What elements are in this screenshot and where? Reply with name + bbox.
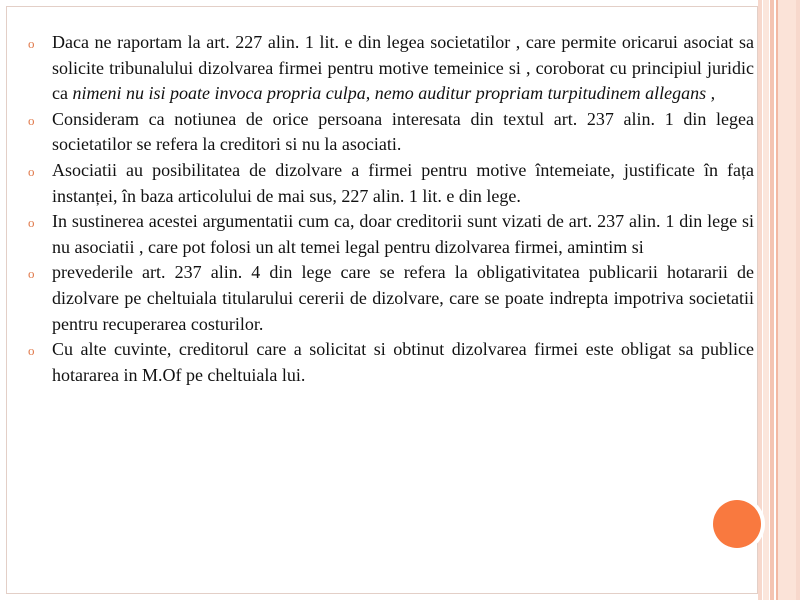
list-item bbox=[28, 337, 754, 388]
slide-content bbox=[28, 30, 754, 388]
bullet-icon: o bbox=[28, 266, 35, 282]
item-text: In sustinerea acestei argumentatii cum ca, doar creditorii sunt vizati de art. 237 alin. 1 din lege si nu asociatii , care pot folosi un alt temei legal pentru dizolvarea firmei, amintim si bbox=[52, 211, 754, 257]
bullet-icon: o bbox=[28, 343, 35, 359]
list-item bbox=[28, 209, 754, 260]
item-italic-text: nimeni nu isi poate invoca propria culpa, nemo auditur propriam turpitudinem allegans , bbox=[72, 83, 716, 104]
bullet-icon: o bbox=[28, 163, 35, 179]
decorative-orange-circle bbox=[713, 500, 761, 548]
list-item bbox=[28, 107, 754, 158]
bullet-icon: o bbox=[28, 215, 35, 231]
list-item bbox=[28, 30, 754, 107]
item-text: Asociatii au posibilitatea de dizolvare a firmei pentru motive întemeiate, justificate în fața instanței, în baza articolului de mai sus, 227 alin. 1 lit. e din lege. bbox=[52, 159, 754, 206]
decorative-stripe bbox=[796, 0, 800, 600]
bullet-icon: o bbox=[28, 112, 35, 128]
item-text: Consideram ca notiunea de orice persoana interesata din textul art. 237 alin. 1 din legea societatilor se refera la creditori si nu la asociati. bbox=[52, 108, 754, 155]
decorative-stripe bbox=[776, 0, 798, 600]
bullet-list bbox=[28, 30, 754, 388]
item-text: Cu alte cuvinte, creditorul care a solicitat si obtinut dizolvarea firmei este obligat sa publice hotararea in M.Of pe cheltuiala lui. bbox=[52, 339, 754, 385]
bullet-icon: o bbox=[28, 36, 35, 51]
decorative-stripe bbox=[770, 0, 774, 600]
item-text: prevederile art. 237 alin. 4 din lege care se refera la obligativitatea publicarii hotararii de dizolvare pe cheltuiala titularului cererii de dizolvare, care se poate indrepta impotriva societatii pentru recuperarea costurilor. bbox=[52, 262, 754, 334]
decorative-stripe bbox=[763, 0, 769, 600]
item-text: Daca ne raportam la art. 227 alin. 1 lit. e din legea societatilor , care permite oricarui asociat sa solicite tribunalului dizolvarea firmei pentru motive temeinice si , coroborat cu principiul juridic ca bbox=[52, 32, 754, 104]
list-item bbox=[28, 260, 754, 337]
list-item bbox=[28, 158, 754, 209]
